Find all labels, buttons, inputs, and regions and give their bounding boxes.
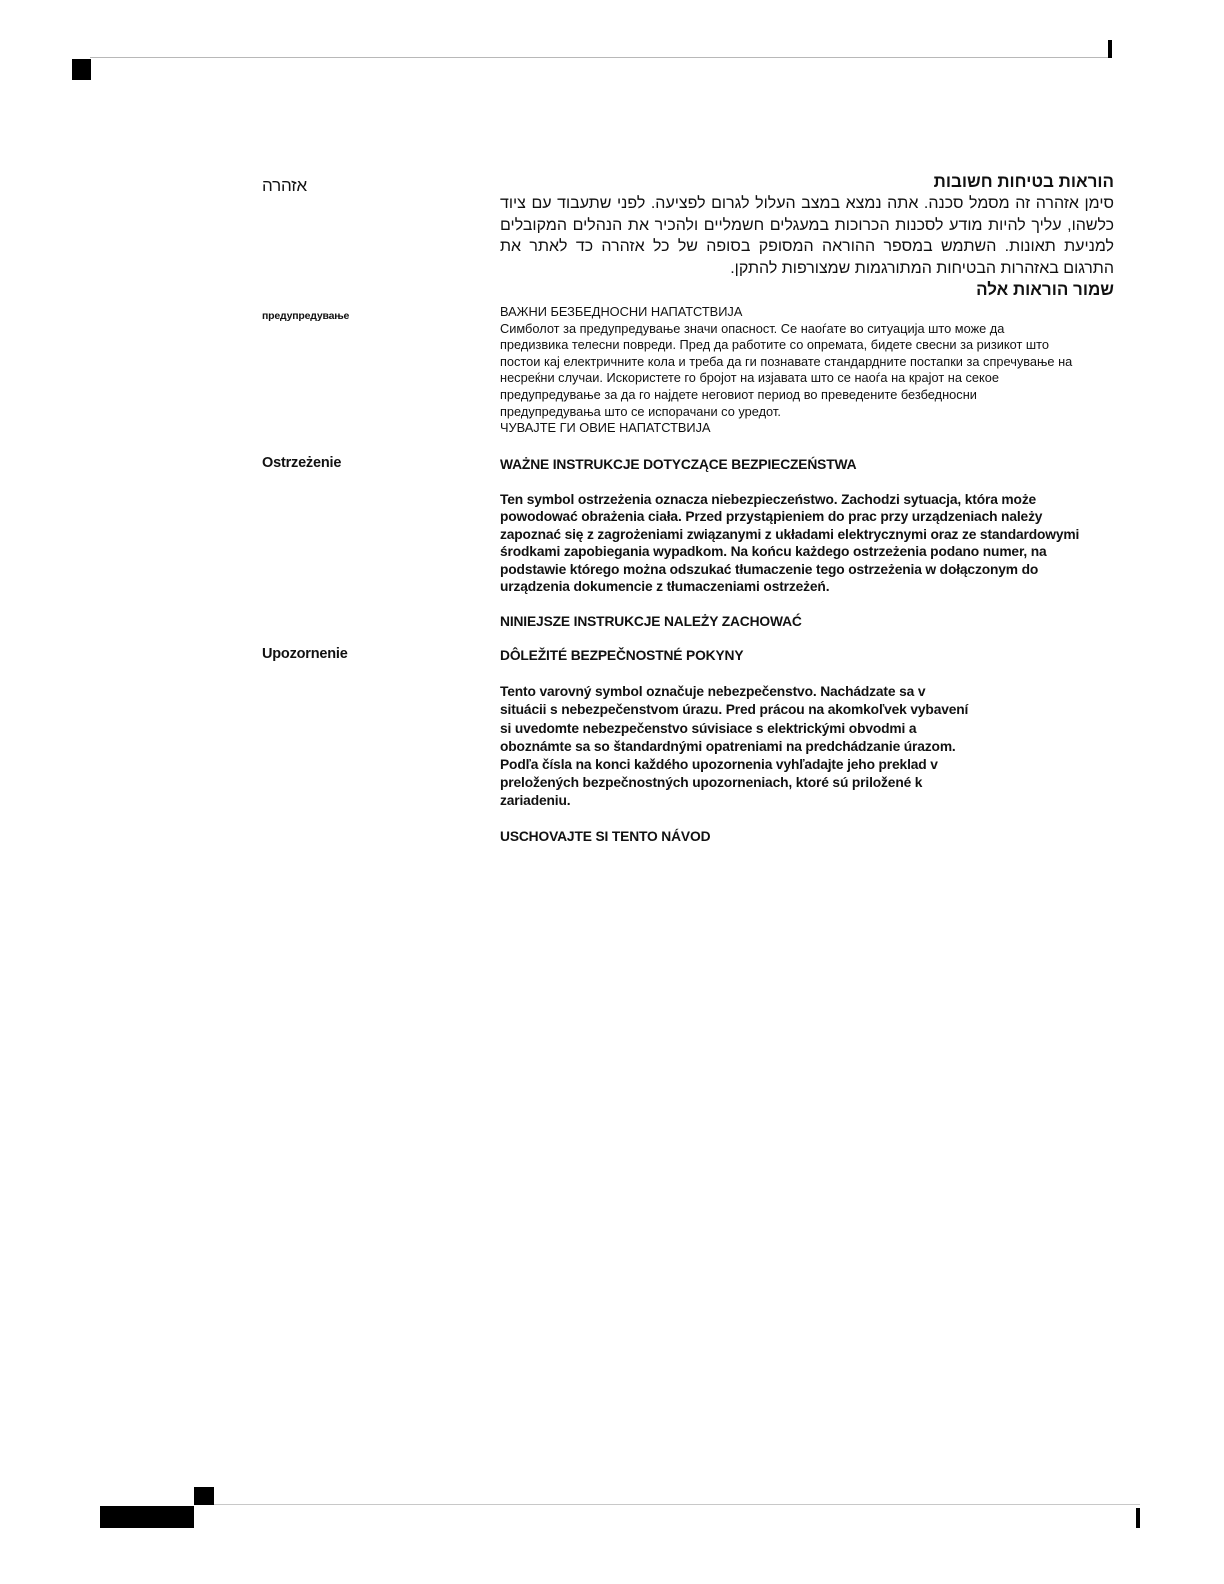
warning-body-line: несреќни случаи. Искористете го бројот на изјавата што се наоѓа на крајот на секое (500, 370, 999, 386)
warning-body-line: Симболот за предупредување значи опасност. Се наоѓате во ситуација што може да (500, 320, 1005, 336)
footer-page-tab (100, 1506, 194, 1528)
warning-body-line: постои кај електричните кола и треба да ги познавате стандардните постапки за спречување на (500, 353, 1073, 369)
warning-body-line: предупредувања што се испорачани со уредот. (500, 403, 781, 419)
warning-body-line: preložených bezpečnostných upozorneniach, ktoré sú priložené k (500, 775, 923, 791)
warning-block-macedonian (500, 304, 1114, 437)
warning-title-macedonian: ВАЖНИ БЕЗБЕДНОСНИ НАПАТСТВИЈА (500, 304, 743, 319)
warning-title-polish: WAŻNE INSTRUKCJE DOTYCZĄCE BEZPIECZEŃSTWA (500, 457, 857, 472)
warning-body-line: предупредување за да го најдете неговиот период во преведените безбедносни (500, 386, 977, 402)
warning-body-line: urządzenia dokumencie z tłumaczeniami ostrzeżeń. (500, 579, 830, 594)
warning-body-line: Podľa čísla na konci každého upozornenia vyhľadajte jeho preklad v (500, 757, 938, 773)
warning-block-slovak (500, 647, 1025, 846)
footer-corner-mark (194, 1487, 214, 1505)
warning-body-line: podstawie którego można odszukać tłumaczenie tego ostrzeżenia w dołączonym do (500, 561, 1039, 577)
footer-right-tick (1136, 1508, 1140, 1528)
warning-title-slovak: DÔLEŽITÉ BEZPEČNOSTNÉ POKYNY (500, 648, 744, 663)
header-rule (90, 57, 1112, 58)
header-corner-mark (72, 59, 91, 80)
warning-block-hebrew (500, 171, 1114, 301)
warning-body-line: Ten symbol ostrzeżenia oznacza niebezpieczeństwo. Zachodzi sytuacja, która może (500, 491, 1037, 507)
warning-body-line: предизвика телесни повреди. Пред да работите со опремата, бидете свесни за ризикот што (500, 337, 1050, 353)
warning-label-macedonian: предупредување (262, 310, 350, 322)
warning-save-hebrew: שמור הוראות אלה (976, 280, 1114, 299)
warning-body-line: situácii s nebezpečenstvom úrazu. Pred prácou na akomkoľvek vybavení (500, 702, 969, 718)
warning-label-polish: Ostrzeżenie (262, 455, 342, 471)
warning-body-line: zariadeniu. (500, 793, 571, 809)
warning-save-polish: NINIEJSZE INSTRUKCJE NALEŻY ZACHOWAĆ (500, 613, 802, 629)
warning-save-macedonian: ЧУВАЈТЕ ГИ ОВИЕ НАПАТСТВИЈА (500, 420, 711, 436)
warning-body-line: Tento varovný symbol označuje nebezpečenstvo. Nachádzate sa v (500, 684, 926, 700)
warning-body-line: zapoznać się z zagrożeniami związanymi z układami elektrycznymi oraz ze standardowymi (500, 526, 1080, 542)
warning-block-polish (500, 456, 1114, 630)
warning-body-line: oboznámte sa so štandardnými opatreniami na predchádzanie úrazom. (500, 738, 956, 754)
warning-label-slovak: Upozornenie (262, 646, 348, 662)
warning-body-line: si uvedomte nebezpečenstvo súvisiace s elektrickými obvodmi a (500, 720, 917, 736)
warning-save-slovak: USCHOVAJTE SI TENTO NÁVOD (500, 828, 711, 844)
warning-title-hebrew: הוראות בטיחות חשובות (933, 172, 1114, 191)
warning-body-line: powodować obrażenia ciała. Przed przystąpieniem do prac przy urządzeniach należy (500, 509, 1043, 524)
warning-body-line: środkami zapobiegania wypadkom. Na końcu każdego ostrzeżenia podano numer, na (500, 544, 1047, 559)
footer-rule (195, 1504, 1140, 1505)
warning-label-hebrew: אזהרה (262, 176, 307, 195)
header-right-tick (1108, 40, 1112, 58)
warning-body-hebrew: סימן אזהרה זה מסמל סכנה. אתה נמצא במצב העלול לגרום לפציעה. לפני שתעבוד עם ציוד כלשהו, עליך להיות מודע לסכנות הכרוכות במעגלים חשמליים ולהכיר את הנהלים המקובלים למניעת תאונות. השתמש במספר ההוראה המסופק בסופה של כל אזהרה כד לאתר את התרגום באזהרות הבטיחות המתורגמות שמצורפות להתקן. (500, 195, 1114, 277)
